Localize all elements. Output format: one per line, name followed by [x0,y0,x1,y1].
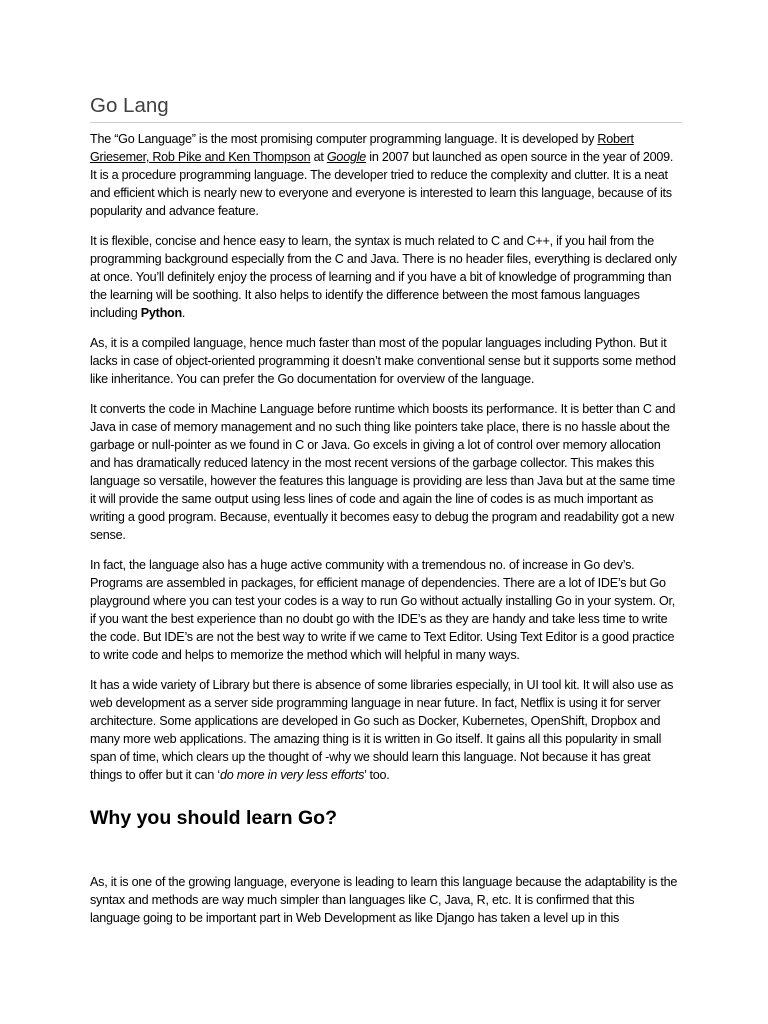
paragraph-intro [90,130,682,220]
italic-quote: do more in very less efforts [219,768,365,782]
document-body [90,130,682,796]
paragraph-compiled: As, it is a compiled language, hence much faster than most of the popular languages including Python. But it lacks in case of object-oriented programming it doesn’t make conventional sense but it supports some method like inheritance. You can prefer the Go documentation for overview of the language. [90,336,676,386]
paragraph-machine-language: It converts the code in Machine Language before runtime which boosts its performance. It is better than C and Java in case of memory management and no such thing like pointers take place, there is no hassle about the garbage or null-pointer as we found in C or Java. Go excels in giving a lot of control over memory allocation and has dramatically reduced latency in the most recent versions of the garbage collector. This makes this language so versatile, however the features this language is providing are less than Java but at the same time it will provide the same output using less lines of code and again the line of codes is as much important as writing a good program. Because, eventually it becomes easy to debug the program and readability got a new sense. [90,402,676,542]
python-bold-text: Python [140,306,182,320]
section-heading-why-go: Why you should learn Go? [90,807,338,829]
paragraph-flexible [90,232,682,322]
developers-link[interactable]: Robert Griesemer, Rob Pike and Ken Thompson [90,132,634,164]
section-body-why-go [90,873,682,927]
paragraph-text: It has a wide variety of Library but there is absence of some libraries especially, in UI tool kit. It will also use as web development as a server side programming language in near future. In fact, Netflix is using it for server architecture. Some applications are developed in Go such as Docker, Kubernetes, OpenShift, Dropbox and many more web applications. The amazing thing is it is written in Go itself. It gains all this popularity in small span of time, which clears up the thought of -why we should learn this language. Not because it has great things to offer but it can ‘ [90,678,674,782]
document-title: Go Lang [90,93,682,123]
paragraph-text: at [310,150,327,164]
google-link[interactable]: Google [326,150,367,164]
paragraph-text: It is flexible, concise and hence easy to learn, the syntax is much related to C and C++, if you hail from the programming background especially from the C and Java. There is no header files, everything is declared only at once. You’ll definitely enjoy the process of learning and if you have a bit of knowledge of programming than the learning will be soothing. It also helps to identify the difference between the most famous languages including [90,234,677,320]
paragraph-text: in 2007 but launched as open source in the year of 2009. It is a procedure programming language. The developer tried to reduce the complexity and clutter. It is a neat and efficient which is nearly new to everyone and everyone is interested to learn this language, because of its popularity and advance feature. [90,150,674,218]
paragraph-why-go: As, it is one of the growing language, everyone is leading to learn this language because the adaptability is the syntax and methods are way much simpler than languages like C, Java, R, etc. It is confirmed that this language going to be important part in Web Development as like Django has taken a level up in this [90,875,678,925]
paragraph-text: ’ too. [364,768,390,782]
paragraph-text: . [181,306,186,320]
paragraph-library [90,676,682,784]
paragraph-community: In fact, the language also has a huge active community with a tremendous no. of increase in Go dev’s. Programs are assembled in packages, for efficient manage of dependencies. There are a lot of IDE’s but Go playground where you can test your codes is a way to run Go without actually installing Go in your system. Or, if you want the best experience than no doubt go with the IDE’s as they are handy and take less time to write the code. But IDE’s are not the best way to write if we came to Text Editor. Using Text Editor is a good practice to write code and helps to memorize the method which will helpful in many ways. [90,558,675,662]
paragraph-text: The “Go Language” is the most promising computer programming language. It is developed by [90,132,598,146]
